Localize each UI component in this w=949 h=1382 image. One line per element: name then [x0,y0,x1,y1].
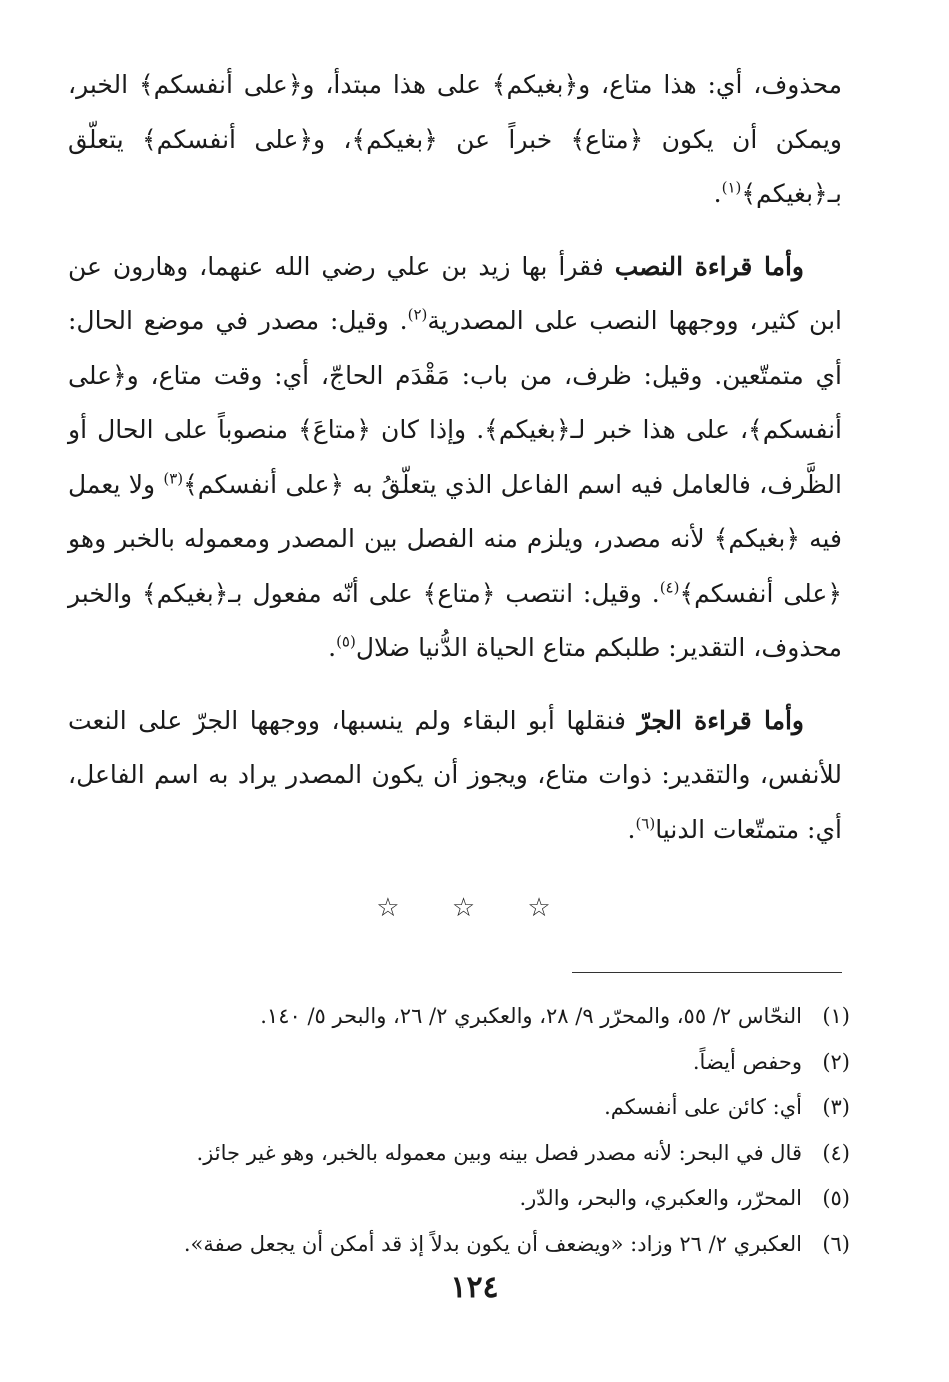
footnote-reference: (٦) [635,814,656,833]
footnote-text: العكبري ٢/ ٢٦ وزاد: «ويضعف أن يكون بدلاً إذ قد أمكن أن يجعل صفة». [183,1231,802,1256]
footnote-number: (٤) [822,1140,850,1165]
footnote-reference: (٤) [659,578,680,597]
paragraph-text: ولا يعمل فيه ﴿بغيكم﴾ لأنه مصدر، ويلزم منه الفصل بين المصدر ومعموله بالخبر وهو ﴿على أنفسكم﴾ [68,469,842,608]
footnote-number: (١) [822,1004,850,1028]
footnote-text: المحرّر، والعكبري، والبحر، والدّر. [519,1186,802,1210]
paragraph-tail: . [328,633,337,662]
footnote-item [90,994,850,1040]
paragraph-text: فنقلها أبو البقاء ولم ينسبها، ووجهها الجرّ على النعت للأنفس، والتقدير: ذوات متاع، ويجوز أن يكون المصدر يراد به اسم الفاعل، أي: متمتّعات الدنيا [68,705,842,844]
page-number: ١٢٤ [450,1270,499,1305]
footnote-item [90,1085,850,1131]
paragraph-continuation [68,58,842,222]
footnote-reference: (٣) [163,469,184,488]
footnote-reference: (١) [721,178,742,197]
footnote-text: وحفص أيضاً. [692,1049,802,1074]
paragraph-text: . وقيل: مصدر في موضع الحال: أي متمتّعين. وقيل: ظرف، من باب: مَقْدَم الحاجّ، أي: وقت متاع، و﴿على أنفسكم﴾، على هذا خبر لـ﴿بغيكم﴾. وإذا كان ﴿متاعَ﴾ منصوباً على الحال أو الظَّرف، فالعامل فيه اسم الفاعل الذي يتعلّقُ به ﴿على أنفسكم﴾ [68,306,842,499]
footnote-item [90,1040,850,1086]
footnote-number: (٣) [822,1095,850,1119]
footnote-item [90,1222,850,1268]
footnote-number: (٦) [822,1231,850,1256]
footnote-item [90,1131,850,1177]
paragraph-jarr-reading [68,694,842,858]
section-lead-heading: وأما قراءة الجرّ [637,705,804,735]
footnote-item [90,1176,850,1222]
footnote-text: النحّاس ٢/ ٥٥، والمحرّر ٩/ ٢٨، والعكبري ٢/ ٢٦، والبحر ٥/ ١٤٠. [260,1004,802,1028]
paragraph-text: محذوف، أي: هذا متاع، و﴿بغيكم﴾ على هذا مبتدأ، و﴿على أنفسكم﴾ الخبر، ويمكن أن يكون ﴿متاع﴾ خبراً عن ﴿بغيكم﴾، و﴿على أنفسكم﴾ يتعلّق بـ﴿بغيكم﴾ [68,70,842,208]
footnote-separator-line [572,972,842,973]
paragraph-text: فقرأ بها زيد بن علي رضي الله عنهما، وهارون عن ابن كثير، ووجهها النصب على المصدرية [68,251,842,335]
section-lead-heading: وأما قراءة النصب [614,251,804,281]
footnote-reference: (٢) [407,305,428,324]
section-divider-stars: ☆ ☆ ☆ [376,893,573,923]
footnote-number: (٥) [822,1186,850,1210]
footnote-reference: (٥) [336,632,356,651]
footnote-text: أي: كائن على أنفسكم. [604,1095,802,1119]
main-text [68,58,842,857]
paragraph-tail: . [713,179,722,208]
footnote-number: (٢) [822,1049,850,1074]
paragraph-text: . وقيل: انتصب ﴿متاع﴾ على أنّه مفعول بـ﴿بغيكم﴾ والخبر محذوف، التقدير: طلبكم متاع الحياة الدُّنيا ضلال [68,578,842,662]
paragraph-nasb-reading [68,240,842,676]
paragraph-tail: . [627,814,636,844]
footnote-text: قال في البحر: لأنه مصدر فصل بينه وبين معموله بالخبر، وهو غير جائز. [196,1140,802,1165]
footnotes-list [90,994,850,1267]
